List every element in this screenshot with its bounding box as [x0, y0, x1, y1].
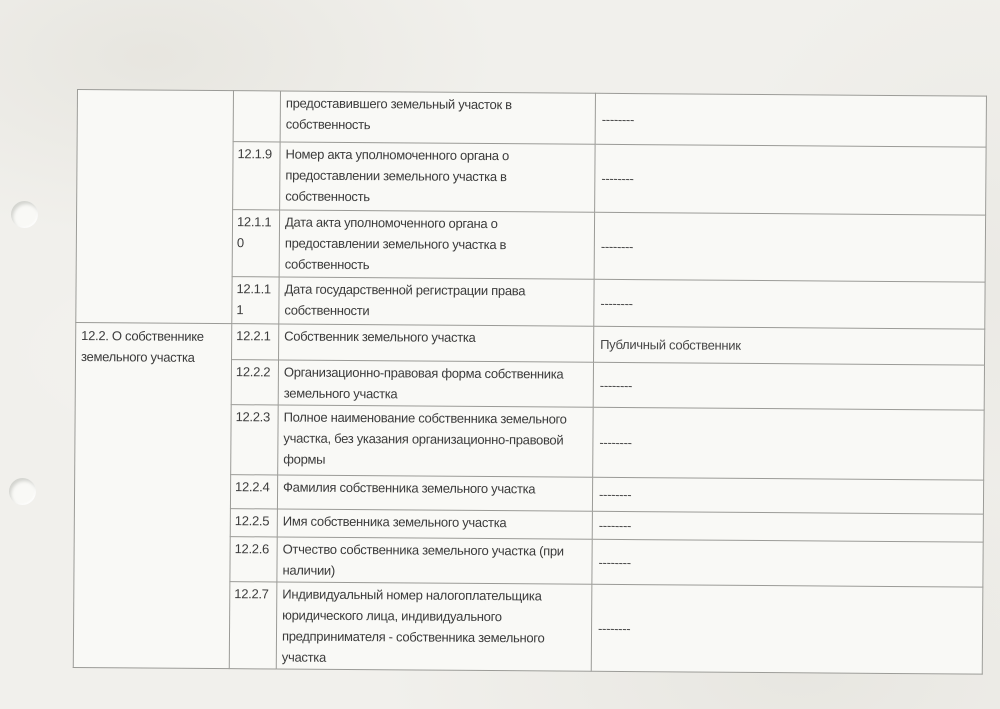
row-number: 12.2.6	[230, 537, 277, 582]
row-value: --------	[594, 279, 985, 329]
row-value: Публичный собственник	[594, 326, 985, 365]
row-description: Собственник земельного участка	[279, 324, 594, 362]
punch-hole-icon	[11, 201, 38, 228]
row-number: 12.2.1	[232, 324, 279, 360]
row-value: --------	[595, 93, 986, 147]
row-value: --------	[595, 144, 986, 215]
row-number: 12.2.2	[231, 360, 278, 405]
row-number	[233, 91, 280, 142]
row-value: --------	[592, 539, 983, 587]
row-value: --------	[591, 584, 983, 674]
row-description: Организационно-правовая форма собственника земельного участка	[278, 360, 593, 407]
row-description: Индивидуальный номер налогоплательщика юридического лица, индивидуального предпринимателя - собственника земельного участка	[276, 582, 592, 671]
row-number: 12.2.7	[229, 582, 277, 669]
row-description: Дата государственной регистрации права собственности	[279, 277, 594, 326]
row-description: Номер акта уполномоченного органа о предоставлении земельного участка в собственность	[280, 142, 595, 212]
row-description: предоставившего земельный участок в собственность	[280, 91, 595, 144]
section-cell: 12.2. О собственнике земельного участка	[73, 322, 232, 668]
row-value: --------	[593, 407, 985, 480]
row-number: 12.1.10	[232, 210, 279, 277]
punch-hole-icon	[9, 478, 36, 505]
table-row	[77, 90, 986, 148]
row-value: --------	[593, 362, 984, 410]
row-value: --------	[592, 511, 983, 542]
row-description: Имя собственника земельного участка	[277, 509, 592, 539]
row-number: 12.1.11	[232, 277, 279, 324]
section-cell	[76, 90, 234, 324]
row-description: Полное наименование собственника земельного участка, без указания организационно-правовой формы	[278, 405, 594, 477]
row-value: --------	[594, 212, 985, 282]
row-description: Фамилия собственника земельного участка	[277, 475, 592, 511]
land-plot-info-table	[73, 89, 987, 675]
row-number: 12.2.3	[231, 405, 279, 475]
row-number: 12.2.5	[230, 509, 277, 537]
table	[73, 89, 987, 675]
row-description: Дата акта уполномоченного органа о предоставлении земельного участка в собственность	[279, 210, 594, 279]
row-number: 12.1.9	[233, 142, 280, 210]
row-value: --------	[592, 477, 983, 514]
table-row	[76, 322, 985, 365]
row-description: Отчество собственника земельного участка (при наличии)	[277, 537, 592, 584]
row-number: 12.2.4	[230, 475, 277, 509]
